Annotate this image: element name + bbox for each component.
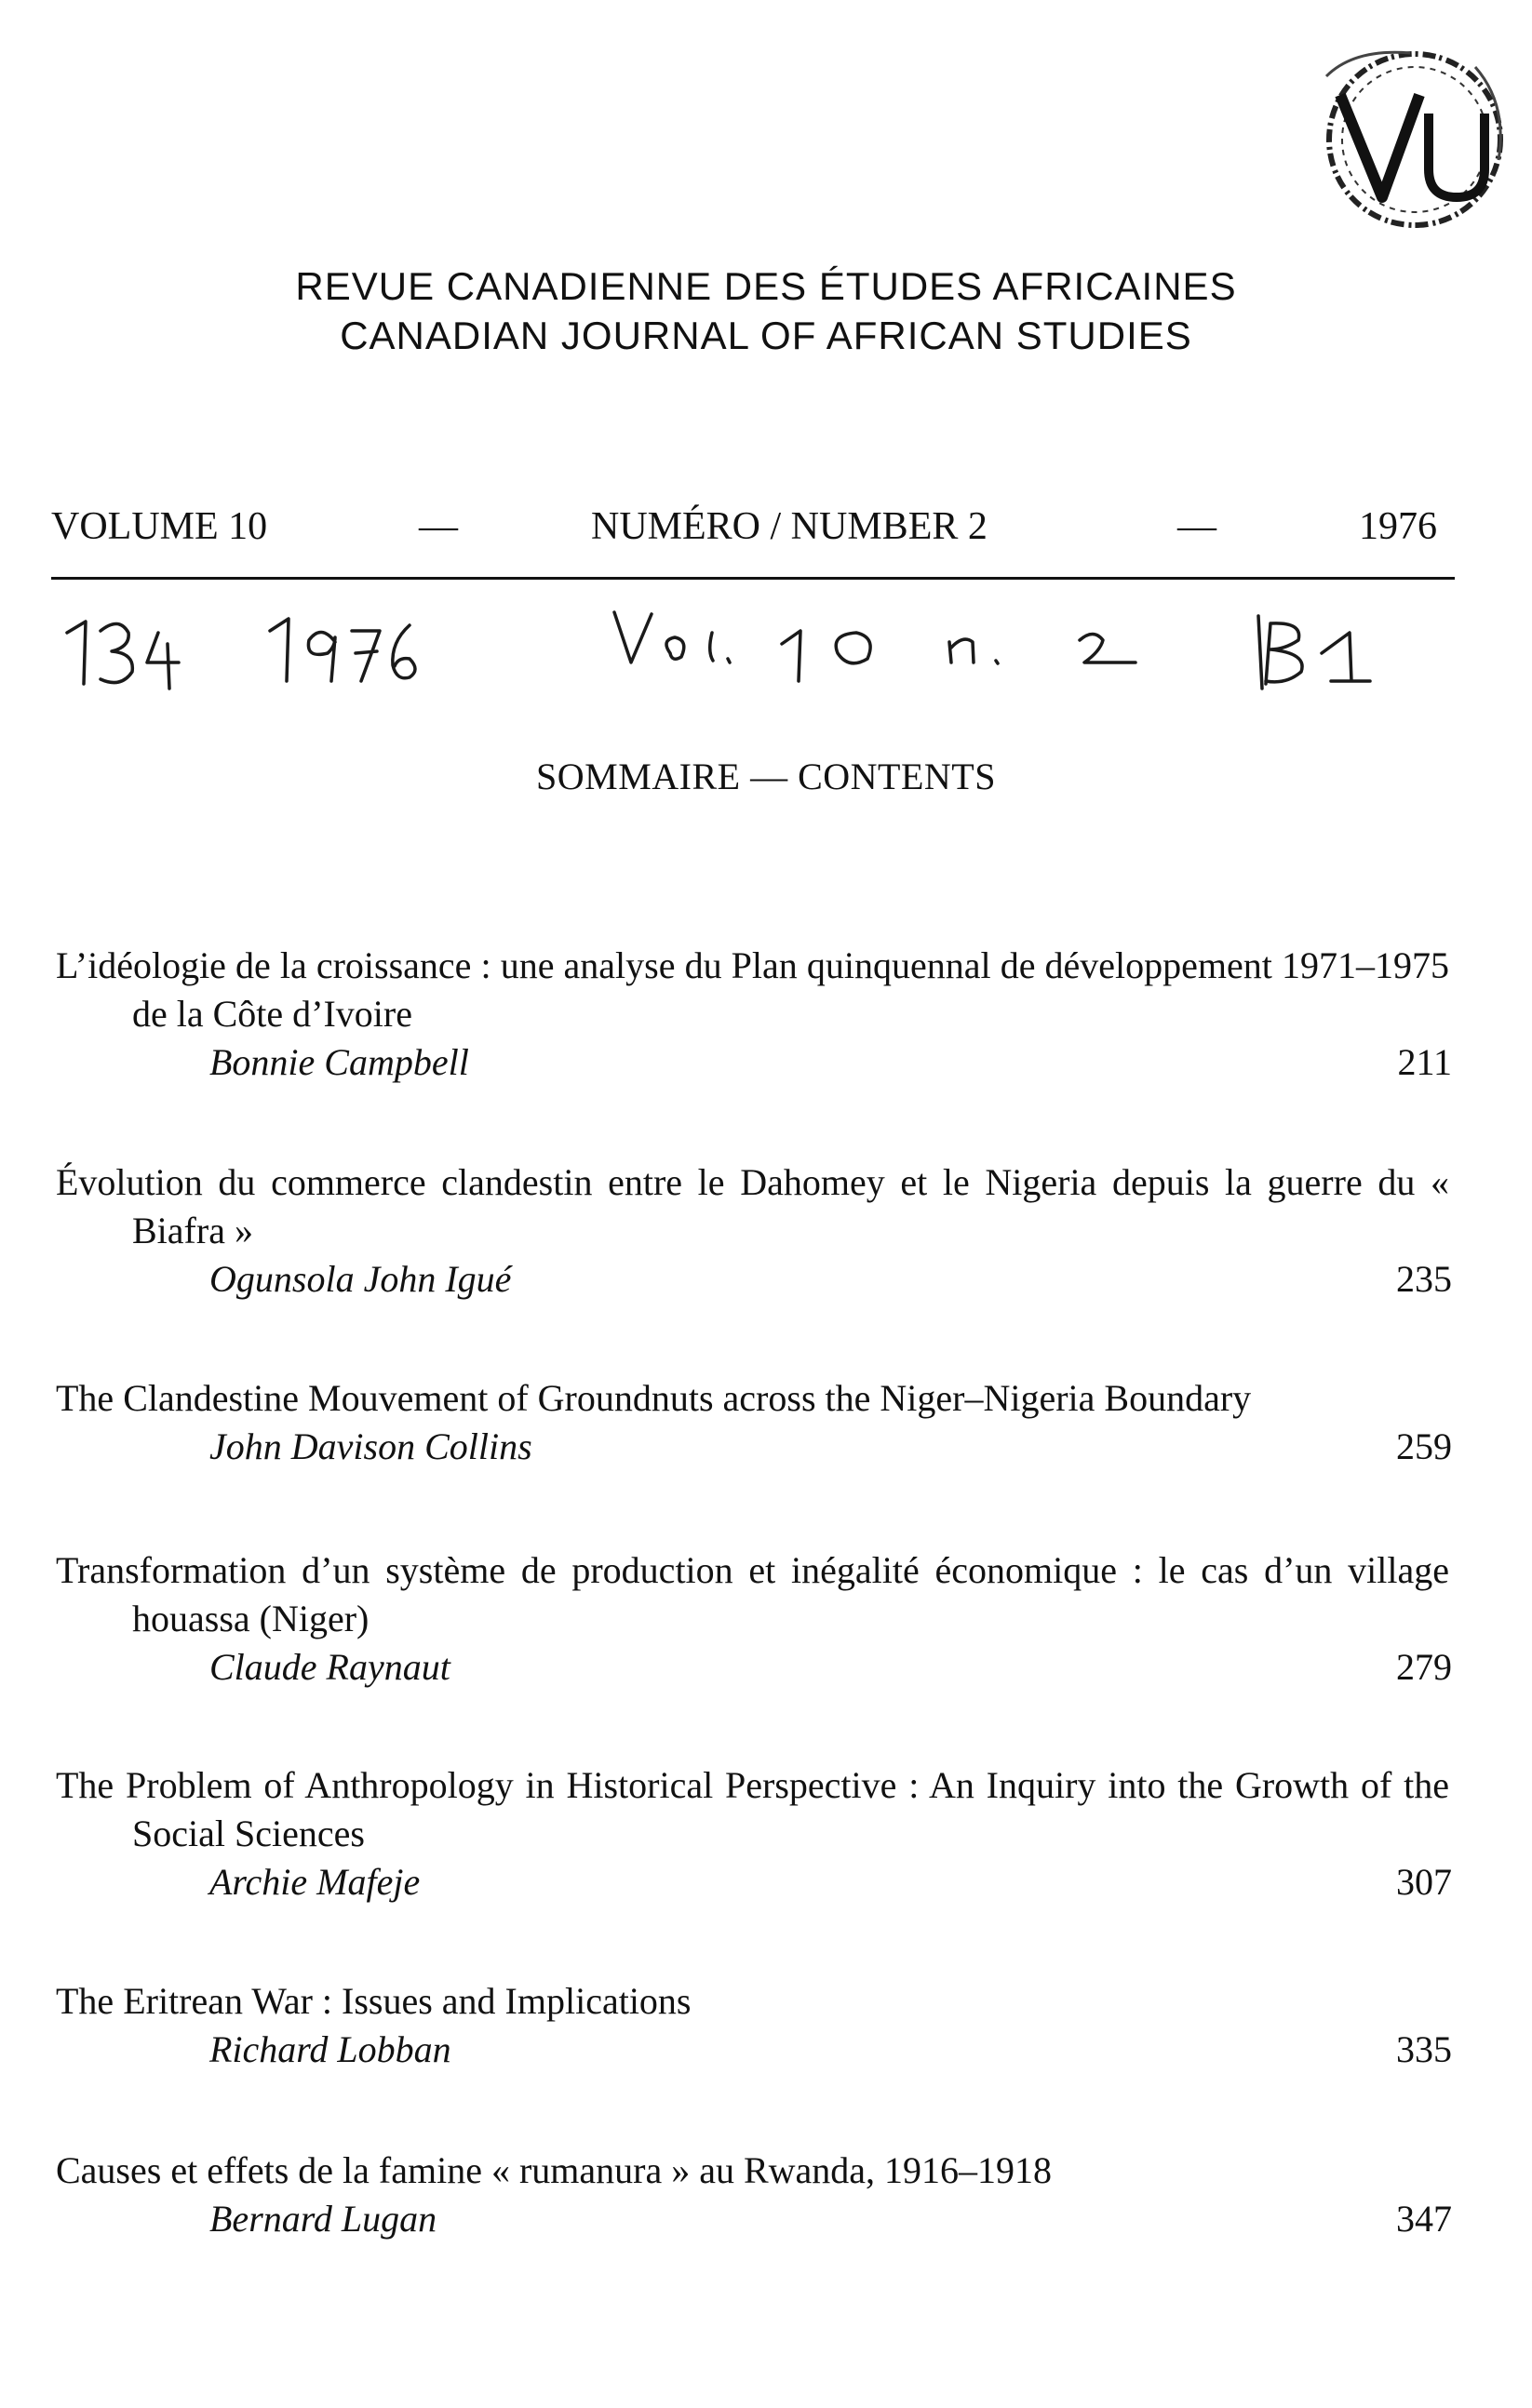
article-title: Transformation d’un système de production et inégalité économique : le cas d’un village houassa (Niger) [56, 1549, 1449, 1639]
article-author: Claude Raynaut [209, 1646, 450, 1688]
article-page-number: 335 [1396, 2028, 1452, 2070]
article-page-number: 259 [1396, 1425, 1452, 1467]
article-author: Ogunsola John Igué [209, 1258, 512, 1300]
article-author: John Davison Collins [209, 1425, 532, 1467]
journal-title-english: CANADIAN JOURNAL OF AFRICAN STUDIES [340, 314, 1192, 357]
journal-title-french: REVUE CANADIENNE DES ÉTUDES AFRICAINES [295, 264, 1237, 308]
article-entry [56, 1374, 1452, 1471]
article-author: Archie Mafeje [209, 1861, 421, 1903]
article-author: Richard Lobban [209, 2028, 451, 2070]
article-author-row [56, 1255, 1452, 1304]
article-page-number: 211 [1397, 1041, 1452, 1083]
article-title: The Clandestine Mouvement of Groundnuts across the Niger–Nigeria Boundary [56, 1377, 1252, 1419]
article-entry [56, 1761, 1452, 1906]
article-author-row [56, 2195, 1452, 2243]
contents-heading: SOMMAIRE — CONTENTS [536, 756, 996, 797]
article-title: The Problem of Anthropology in Historical Perspective : An Inquiry into the Growth of the Social Sciences [56, 1764, 1449, 1854]
article-title: The Eritrean War : Issues and Implications [56, 1980, 692, 2022]
library-stamp-icon [1298, 39, 1522, 244]
article-author-row [56, 1643, 1452, 1692]
article-author-row [56, 1858, 1452, 1906]
volume-separator: — [419, 505, 458, 548]
issue-year: 1976 [1359, 505, 1437, 548]
article-entry [56, 2147, 1452, 2243]
article-entry [56, 1158, 1452, 1304]
article-title: Évolution du commerce clandestin entre le Dahomey et le Nigeria depuis la guerre du « Biafra » [56, 1161, 1449, 1251]
article-page-number: 235 [1396, 1258, 1452, 1300]
article-author-row [56, 1038, 1452, 1087]
article-entry [56, 1546, 1452, 1692]
article-entry [56, 942, 1452, 1087]
article-entry [56, 1977, 1452, 2074]
handwritten-note [56, 595, 1452, 698]
article-author: Bernard Lugan [209, 2198, 437, 2240]
article-author-row [56, 1423, 1452, 1471]
article-author: Bonnie Campbell [209, 1041, 469, 1083]
article-title: Causes et effets de la famine « rumanura » au Rwanda, 1916–1918 [56, 2149, 1053, 2191]
article-title: L’idéologie de la croissance : une analyse du Plan quinquennal de développement 1971–1975 de la Côte d’Ivoire [56, 944, 1449, 1035]
header-rule [51, 577, 1455, 580]
article-page-number: 307 [1396, 1861, 1452, 1903]
issue-number-label: NUMÉRO / NUMBER 2 [591, 505, 988, 548]
year-separator: — [1177, 505, 1216, 548]
article-page-number: 347 [1396, 2198, 1452, 2240]
volume-label: VOLUME 10 [51, 505, 268, 548]
article-page-number: 279 [1396, 1646, 1452, 1688]
article-author-row [56, 2026, 1452, 2074]
